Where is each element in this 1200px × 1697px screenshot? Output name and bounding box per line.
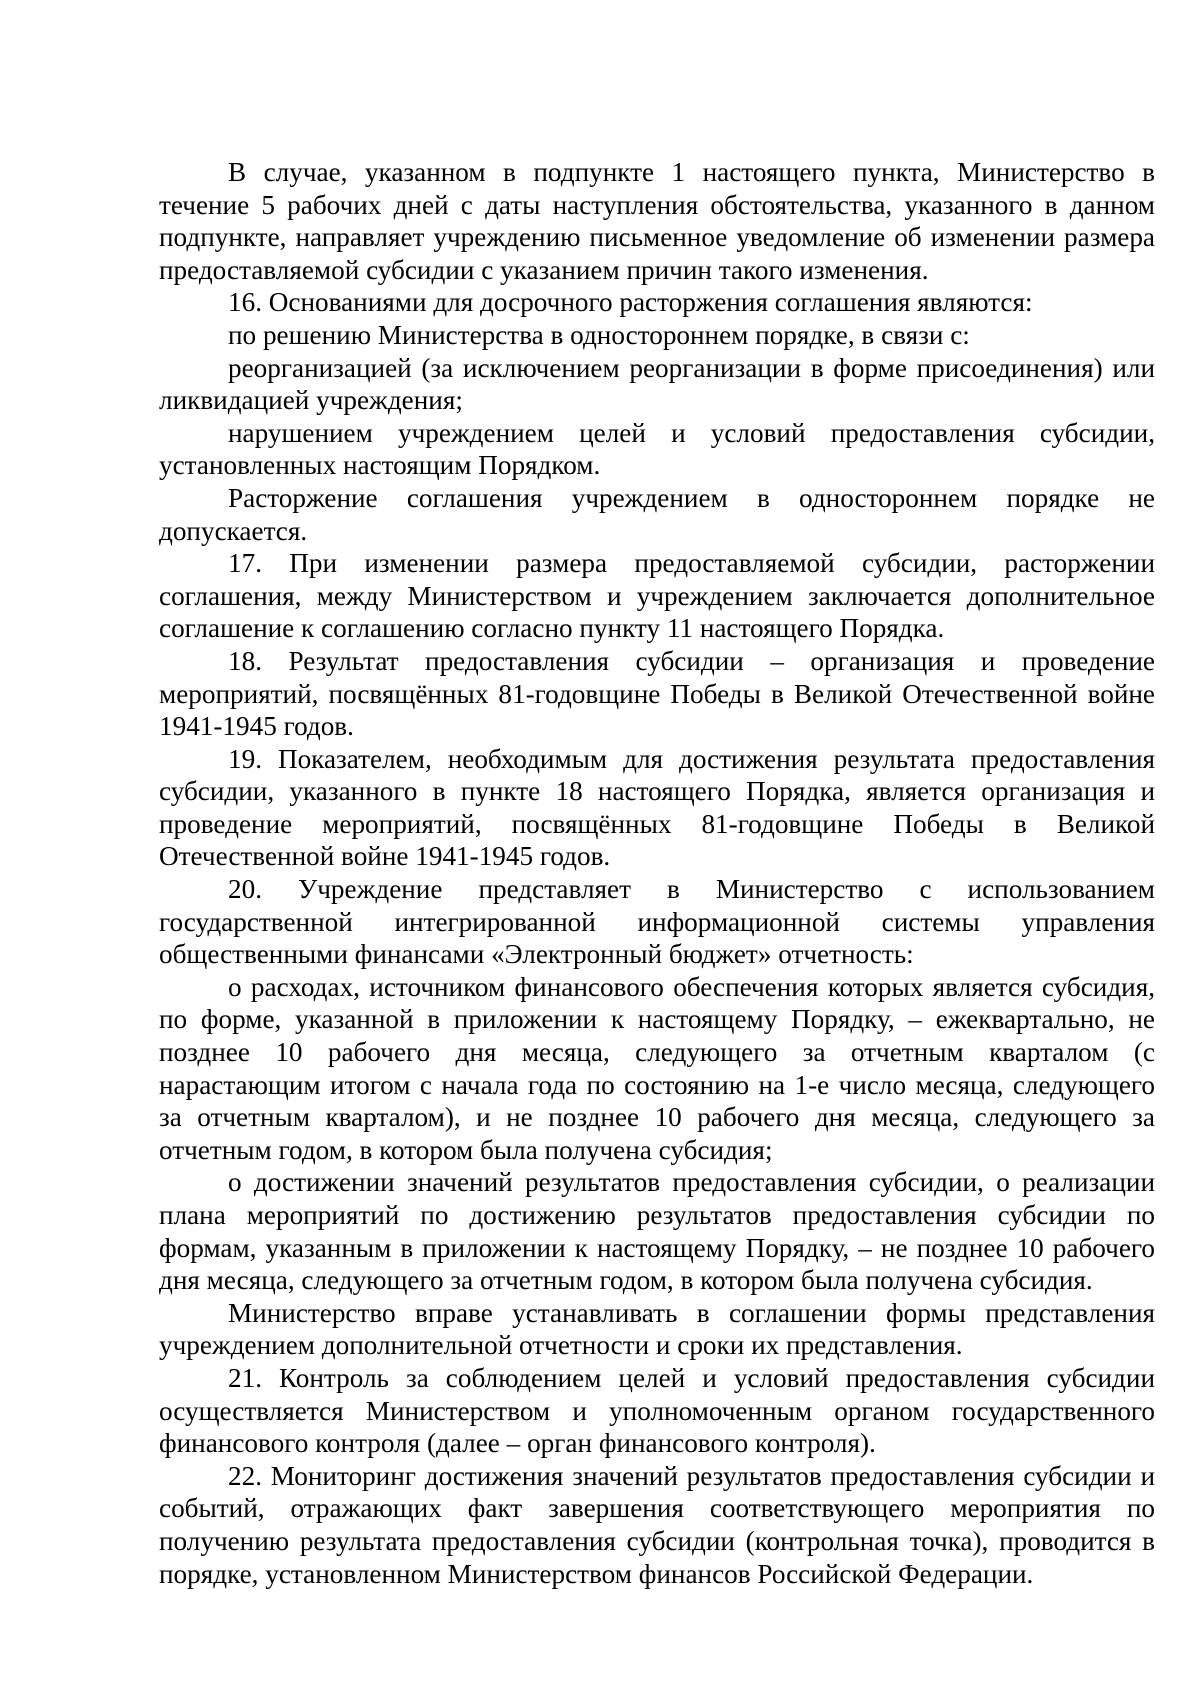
paragraph-17: 17. При изменении размера предоставляемой субсидии, расторжении соглашения, между Министерством и учреждением заключается дополнительное соглашение к соглашению согласно пункту 11 настоящего Порядка. [159,548,1155,644]
paragraph-16-reorganization: реорганизацией (за исключением реорганизации в форме присоединения) или ликвидацией учреждения; [159,352,1155,416]
paragraph-notification: В случае, указанном в подпункте 1 настоящего пункта, Министерство в течение 5 рабочих дней с даты наступления обстоятельства, указанного в данном подпункте, направляет учреждению письменное уведомление об изменении размера предоставляемой субсидии с указанием причин такого изменения. [159,157,1155,285]
paragraph-20-results-report: о достижении значений результатов предоставления субсидии, о реализации плана мероприятий по достижению результатов предоставления субсидии по формам, указанным в приложении к настоящему Порядку, – не позднее 10 рабочего дня месяца, следующего за отчетным годом, в котором была получена субсидия. [159,1167,1155,1296]
paragraph-19: 19. Показателем, необходимым для достижения результата предоставления субсидии, указанного в пункте 18 настоящего Порядка, является организация и проведение мероприятий, посвящённых 81-годовщине Победы в Великой Отечественной войне 1941-1945 годов. [159,743,1155,872]
paragraph-16-violation: нарушением учреждением целей и условий предоставления субсидии, установленных настоящим Порядком. [159,417,1155,481]
paragraph-21: 21. Контроль за соблюдением целей и условий предоставления субсидии осуществляется Министерством и уполномоченным органом государственного финансового контроля (далее – орган финансового контроля). [159,1362,1155,1459]
paragraph-20-additional-reporting: Министерство вправе устанавливать в соглашении формы представления учреждением дополнительной отчетности и сроки их представления. [159,1297,1155,1361]
paragraph-20: 20. Учреждение представляет в Министерство с использованием государственной интегрированной информационной системы управления общественными финансами «Электронный бюджет» отчетность: [159,874,1155,970]
document-page [159,156,1155,1590]
paragraph-16-unilateral: по решению Министерства в одностороннем порядке, в связи с: [228,319,970,350]
paragraph-20-expenses-report: о расходах, источником финансового обеспечения которых является субсидия, по форме, указанной в приложении к настоящему Порядку, – ежеквартально, не позднее 10 рабочего дня месяца, следующего за отчетным кварталом (с нарастающим итогом с начала года по состоянию на 1-е число месяца, следующего за отчетным кварталом), и не позднее 10 рабочего дня месяца, следующего за отчетным годом, в котором была получена субсидия; [159,971,1155,1165]
paragraph-22: 22. Мониторинг достижения значений результатов предоставления субсидии и событий, отражающих факт завершения соответствующего мероприятия по получению результата предоставления субсидии (контрольная точка), проводится в порядке, установленном Министерством финансов Российской Федерации. [159,1460,1155,1589]
paragraph-18: 18. Результат предоставления субсидии – организация и проведение мероприятий, посвящённых 81-годовщине Победы в Великой Отечественной войне 1941-1945 годов. [159,645,1155,742]
paragraph-16-termination-not-allowed: Расторжение соглашения учреждением в одностороннем порядке не допускается. [159,482,1155,546]
paragraph-16: 16. Основаниями для досрочного расторжения соглашения являются: [228,287,1033,318]
